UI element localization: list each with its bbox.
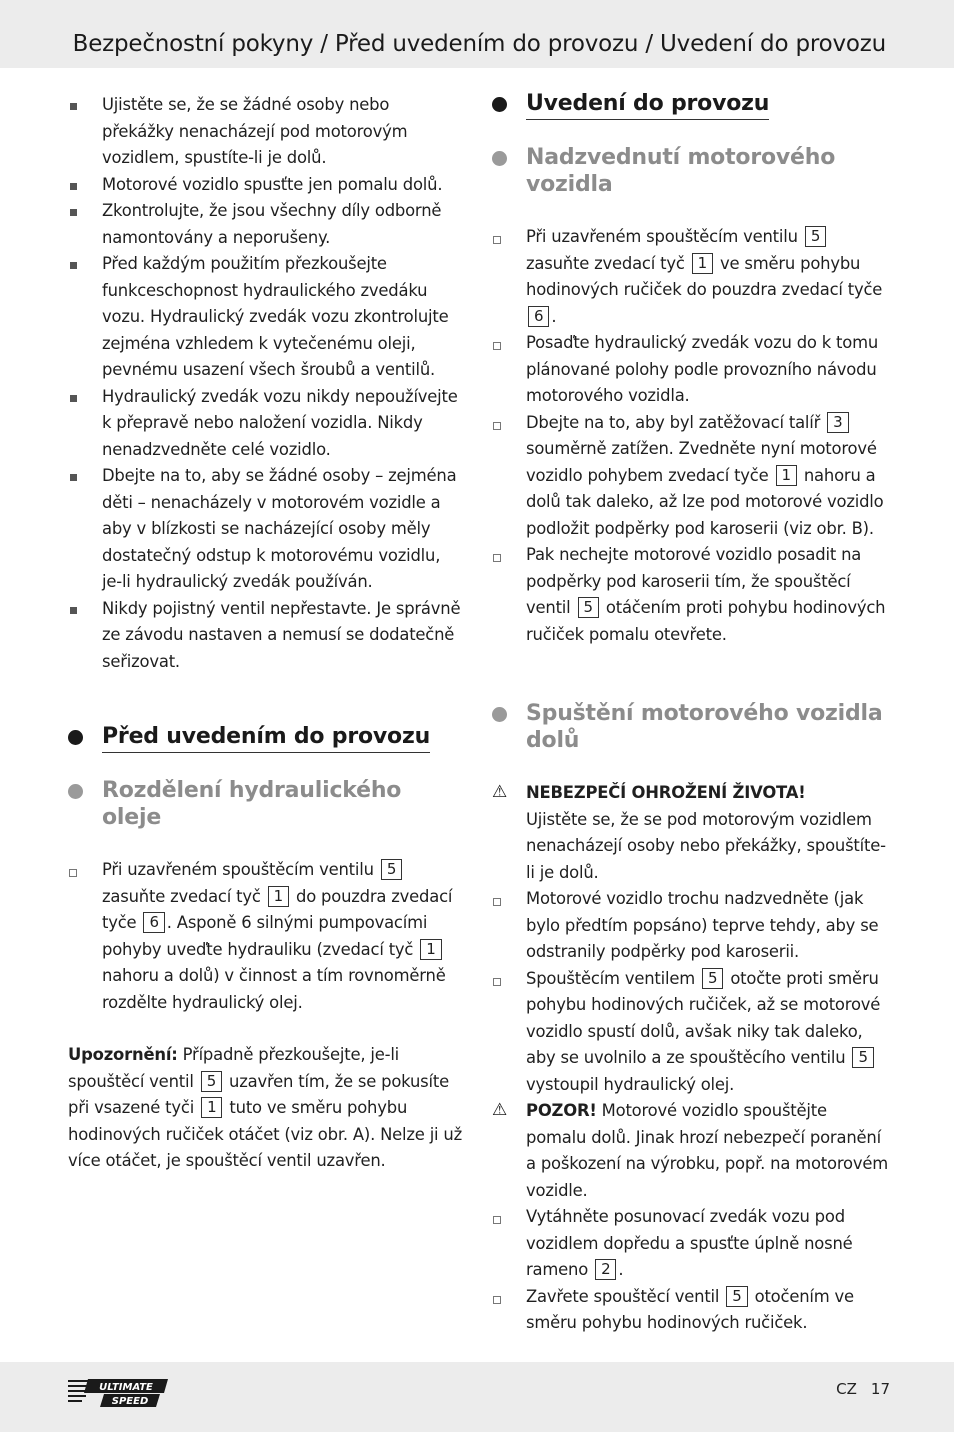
part-ref: 5 [702, 968, 723, 989]
part-ref: 1 [201, 1097, 222, 1118]
checkbox-bullet-icon [493, 1296, 501, 1304]
subsection-lifting [492, 144, 888, 198]
square-bullet-icon [70, 103, 77, 110]
list-item: Zkontrolujte, že jsou všechny díly odborně namontovány a neporušeny. [68, 198, 464, 251]
page-title: Bezpečnostní pokyny / Před uvedením do provozu / Uvedení do provozu [72, 31, 886, 57]
page-footer [836, 1380, 890, 1398]
caution-warning [492, 1098, 888, 1204]
part-ref: 1 [692, 253, 713, 274]
safety-list [68, 92, 464, 675]
list-item: Hydraulický zvedák vozu nikdy nepoužívejte k přepravě nebo naložení vozidla. Nikdy nenadzvedněte celé vozidlo. [68, 384, 464, 464]
list-item: Posaďte hydraulický zvedák vozu do k tomu plánované polohy podle provozního návodu motorového vozidla. [492, 330, 888, 410]
checkbox-bullet-icon [69, 869, 77, 877]
part-ref: 5 [726, 1286, 747, 1307]
right-column [492, 90, 888, 1337]
checkbox-bullet-icon [493, 422, 501, 430]
section-dot-icon [68, 730, 83, 745]
square-bullet-icon [70, 474, 77, 481]
left-column [68, 92, 464, 1175]
part-ref: 1 [420, 939, 441, 960]
part-ref: 1 [268, 886, 289, 907]
country-code: CZ [836, 1380, 857, 1398]
subsection-dot-icon [68, 784, 83, 799]
square-bullet-icon [70, 209, 77, 216]
note-label: Upozornění: [68, 1045, 178, 1064]
list-item: Pak nechejte motorové vozidlo posadit na podpěrky pod karoserii tím, že spouštěcí ventil 5 otáčením proti pohybu hodinových ručiček pomalu otevřete. [492, 542, 888, 648]
final-steps-list [492, 1204, 888, 1337]
part-ref: 5 [381, 859, 402, 880]
lift-steps-list [492, 224, 888, 648]
part-ref: 3 [827, 412, 848, 433]
list-item: Vytáhněte posunovací zvedák vozu pod vozidlem dopředu a spusťte úplně nosné rameno 2 . [492, 1204, 888, 1284]
subsection-dot-icon [492, 707, 507, 722]
page-number: 17 [870, 1380, 890, 1398]
svg-text:SPEED: SPEED [111, 1396, 149, 1407]
checkbox-bullet-icon [493, 342, 501, 350]
list-item: Při uzavřeném spouštěcím ventilu 5 zasuňte zvedací tyč 1 ve směru pohybu hodinových ručiček do pouzdra zvedací tyče 6 . [492, 224, 888, 330]
subsection-lowering [492, 700, 888, 754]
list-item: Dbejte na to, aby byl zatěžovací talíř 3 souměrně zatížen. Zvedněte nyní motorové vozidlo pohybem zvedací tyče 1 nahoru a dolů tak daleko, až lze pod motorové vozidlo podložit podpěrky pod karoserii (viz obr. B). [492, 410, 888, 543]
section-commissioning [492, 90, 888, 120]
part-ref: 5 [805, 226, 826, 247]
part-ref: 1 [776, 465, 797, 486]
subsection-dot-icon [492, 151, 507, 166]
list-item: Ujistěte se, že se žádné osoby nebo překážky nenacházejí pod motorovým vozidlem, spustíte-li je dolů. [68, 92, 464, 172]
list-item: Spouštěcím ventilem 5 otočte proti směru pohybu hodinových ručiček, až se motorové vozidlo spustí dolů, avšak niky tak daleko, aby se uvolnilo a ze spouštěcího ventilu 5 vystoupil hydraulický olej. [492, 966, 888, 1099]
checkbox-bullet-icon [493, 898, 501, 906]
section-dot-icon [492, 97, 507, 112]
list-item: Motorové vozidlo trochu nadzvedněte (jak bylo předtím popsáno) teprve tehdy, aby se odstranily podpěrky pod karoserii. [492, 886, 888, 966]
part-ref: 5 [852, 1047, 873, 1068]
list-item: Před každým použitím přezkoušejte funkceschopnost hydraulického zvedáku vozu. Hydraulický zvedák vozu zkontrolujte zejména vzhledem k vytečenému oleji, pevnému usazení všech šroubů a ventilů. [68, 251, 464, 384]
note-paragraph: Upozornění: Případně přezkoušejte, je-li spouštěcí ventil 5 uzavřen tím, že se pokusíte při vsazené tyči 1 tuto ve směru pohybu hodinových ručiček otáčet (viz obr. A). Nelze ji už více otáčet, je spouštěcí ventil uzavřen. [68, 1045, 463, 1170]
warning-triangle-icon: ⚠ [492, 1100, 508, 1120]
part-ref: 6 [528, 306, 549, 327]
section-title: Před uvedením do provozu [102, 723, 430, 753]
list-item: Při uzavřeném spouštěcím ventilu 5 zasuňte zvedací tyč 1 do pouzdra zvedací tyče 6 . Asponě 6 silnými pumpovacími pohyby uveďte hydrauliku (zvedací tyč 1 nahoru a dolů) v činnost a tím rovnoměrně rozdělte hydraulický olej. [68, 857, 464, 1016]
lower-steps-list [492, 886, 888, 1098]
checkbox-bullet-icon [493, 554, 501, 562]
caution-text: Motorové vozidlo spouštějte pomalu dolů. Jinak hrozí nebezpečí poranění a poškození na výrobku, popř. na motorovém vozidle. [526, 1101, 888, 1200]
list-item: Motorové vozidlo spusťte jen pomalu dolů. [68, 172, 464, 199]
warning-triangle-icon: ⚠ [492, 782, 508, 802]
danger-warning [492, 780, 888, 886]
subsection-title: Spuštění motorového vozidla dolů [526, 701, 883, 753]
danger-text: Ujistěte se, že se pod motorovým vozidlem nenacházejí osoby nebo překážky, spouštíte-li je dolů. [526, 809, 886, 882]
ultimate-speed-logo [68, 1376, 172, 1410]
square-bullet-icon [70, 262, 77, 269]
section-before-commissioning [68, 723, 464, 753]
checkbox-bullet-icon [493, 978, 501, 986]
part-ref: 6 [143, 912, 164, 933]
checkbox-bullet-icon [493, 1216, 501, 1224]
part-ref: 2 [595, 1259, 616, 1280]
part-ref: 5 [578, 597, 599, 618]
subsection-oil-distribution [68, 777, 464, 831]
list-item: Nikdy pojistný ventil nepřestavte. Je správně ze závodu nastaven a nemusí se dodatečně seřizovat. [68, 596, 464, 676]
section-title: Uvedení do provozu [526, 90, 769, 120]
checkbox-bullet-icon [493, 236, 501, 244]
list-item: Zavřete spouštěcí ventil 5 otočením ve směru pohybu hodinových ručiček. [492, 1284, 888, 1337]
square-bullet-icon [70, 607, 77, 614]
part-ref: 5 [201, 1071, 222, 1092]
danger-label: NEBEZPEČÍ OHROŽENÍ ŽIVOTA! [526, 783, 806, 802]
list-item: Dbejte na to, aby se žádné osoby – zejména děti – nenacházely v motorovém vozidle a aby v blízkosti se nacházející osoby měly dostatečný odstup k motorovému vozidlu, je-li hydraulický zvedák používán. [68, 463, 464, 596]
svg-text:ULTIMATE: ULTIMATE [99, 1382, 153, 1393]
caution-label: POZOR! [526, 1101, 597, 1120]
subsection-title: Nadzvednutí motorového vozidla [526, 145, 836, 197]
square-bullet-icon [70, 183, 77, 190]
subsection-title: Rozdělení hydraulického oleje [102, 778, 402, 830]
square-bullet-icon [70, 395, 77, 402]
